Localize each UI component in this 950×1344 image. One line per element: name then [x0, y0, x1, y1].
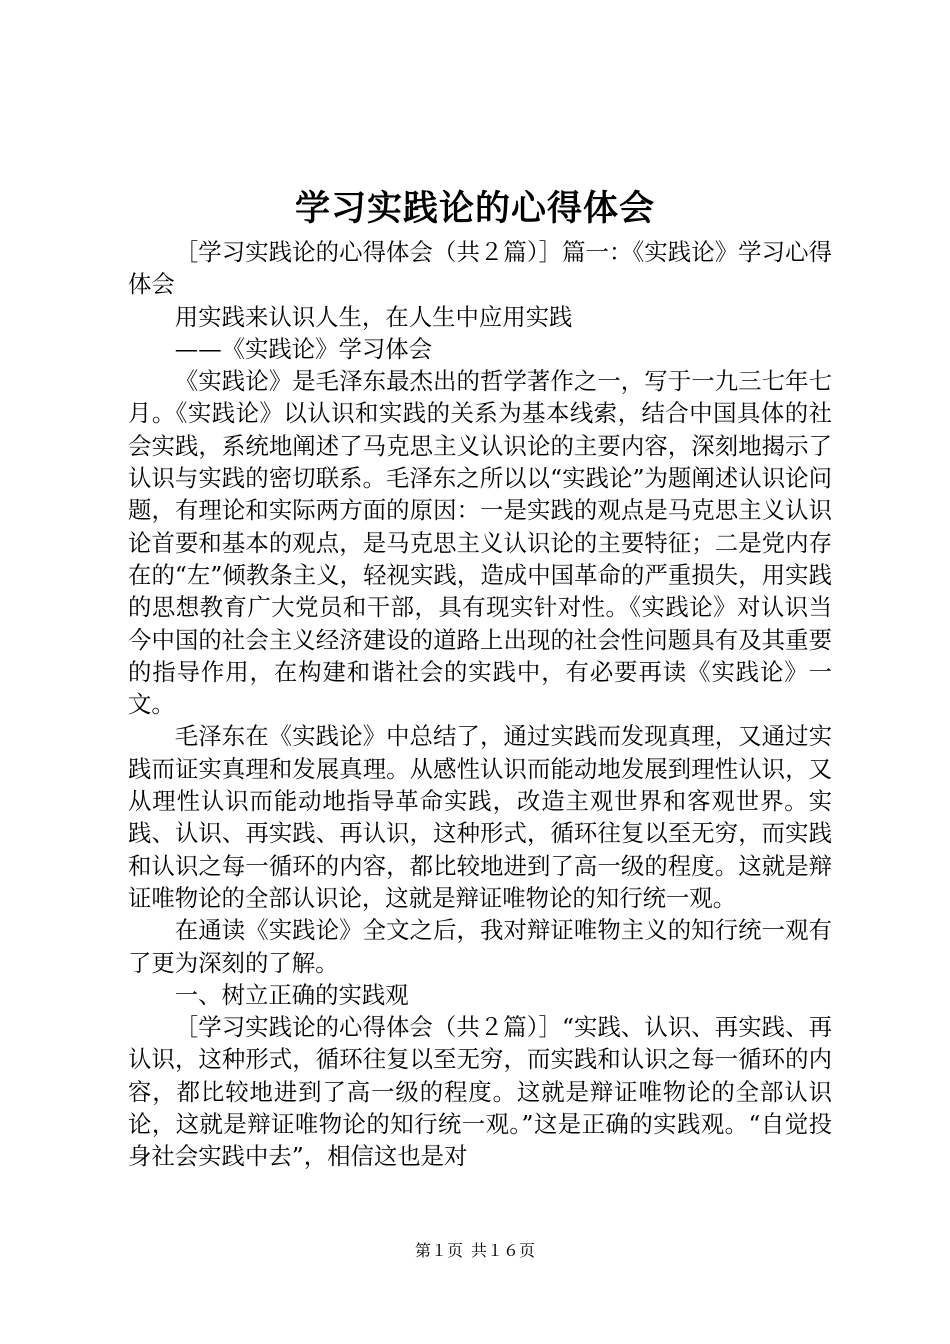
document-body [128, 236, 832, 1173]
document-title: 学习实践论的心得体会 [294, 188, 655, 229]
page-footer [0, 1240, 950, 1262]
paragraph-subtitle-sub: ——《实践论》学习体会 [174, 334, 433, 363]
page-number-total: 共１６页 [471, 1241, 536, 1260]
page-number-current: 第１页 [414, 1241, 463, 1260]
paragraph-intro: ［学习实践论的心得体会（共２篇）］篇一：《实践论》学习心得体会 [128, 238, 832, 299]
section-heading: 一、树立正确的实践观 [174, 980, 409, 1009]
paragraph-body: 《实践论》是毛泽东最杰出的哲学著作之一，写于一九三七年七月。《实践论》以认识和实践的关系为基本线索，结合中国具体的社会实践，系统地阐述了马克思主义认识论的主要内容，深刻地揭示了认识与实践的密切联系。毛泽东之所以以“实践论”为题阐述认识论问题，有理论和实际两方面的原因：一是实践的观点是马克思主义认识论首要和基本的观点，是马克思主义认识论的主要特征；二是党内存在的“左”倾教条主义，轻视实践，造成中国革命的严重损失，用实践的思想教育广大党员和干部，具有现实针对性。《实践论》对认识当今中国的社会主义经济建设的道路上出现的社会性问题具有及其重要的指导作用，在构建和谐社会的实践中，有必要再读《实践论》一文。 [128, 367, 832, 719]
paragraph-body: ［学习实践论的心得体会（共２篇）］“实践、认识、再实践、再认识，这种形式，循环往复以至无穷，而实践和认识之每一循环的内容，都比较地进到了高一级的程度。这就是辩证唯物论的全部认识论，这就是辩证唯物论的知行统一观。”这是正确的实践观。“自觉投身社会实践中去”，相信这也是对 [128, 1013, 832, 1171]
paragraph-body: 在通读《实践论》全文之后，我对辩证唯物主义的知行统一观有了更为深刻的了解。 [128, 916, 832, 977]
paragraph-body: 毛泽东在《实践论》中总结了，通过实践而发现真理，又通过实践而证实真理和发展真理。从感性认识而能动地发展到理性认识，又从理性认识而能动地指导革命实践，改造主观世界和客观世界。实践、认识、再实践、再认识，这种形式，循环往复以至无穷，而实践和认识之每一循环的内容，都比较地进到了高一级的程度。这就是辩证唯物论的全部认识论，这就是辩证唯物论的知行统一观。 [128, 722, 832, 912]
paragraph-subtitle: 用实践来认识人生，在人生中应用实践 [174, 302, 573, 331]
